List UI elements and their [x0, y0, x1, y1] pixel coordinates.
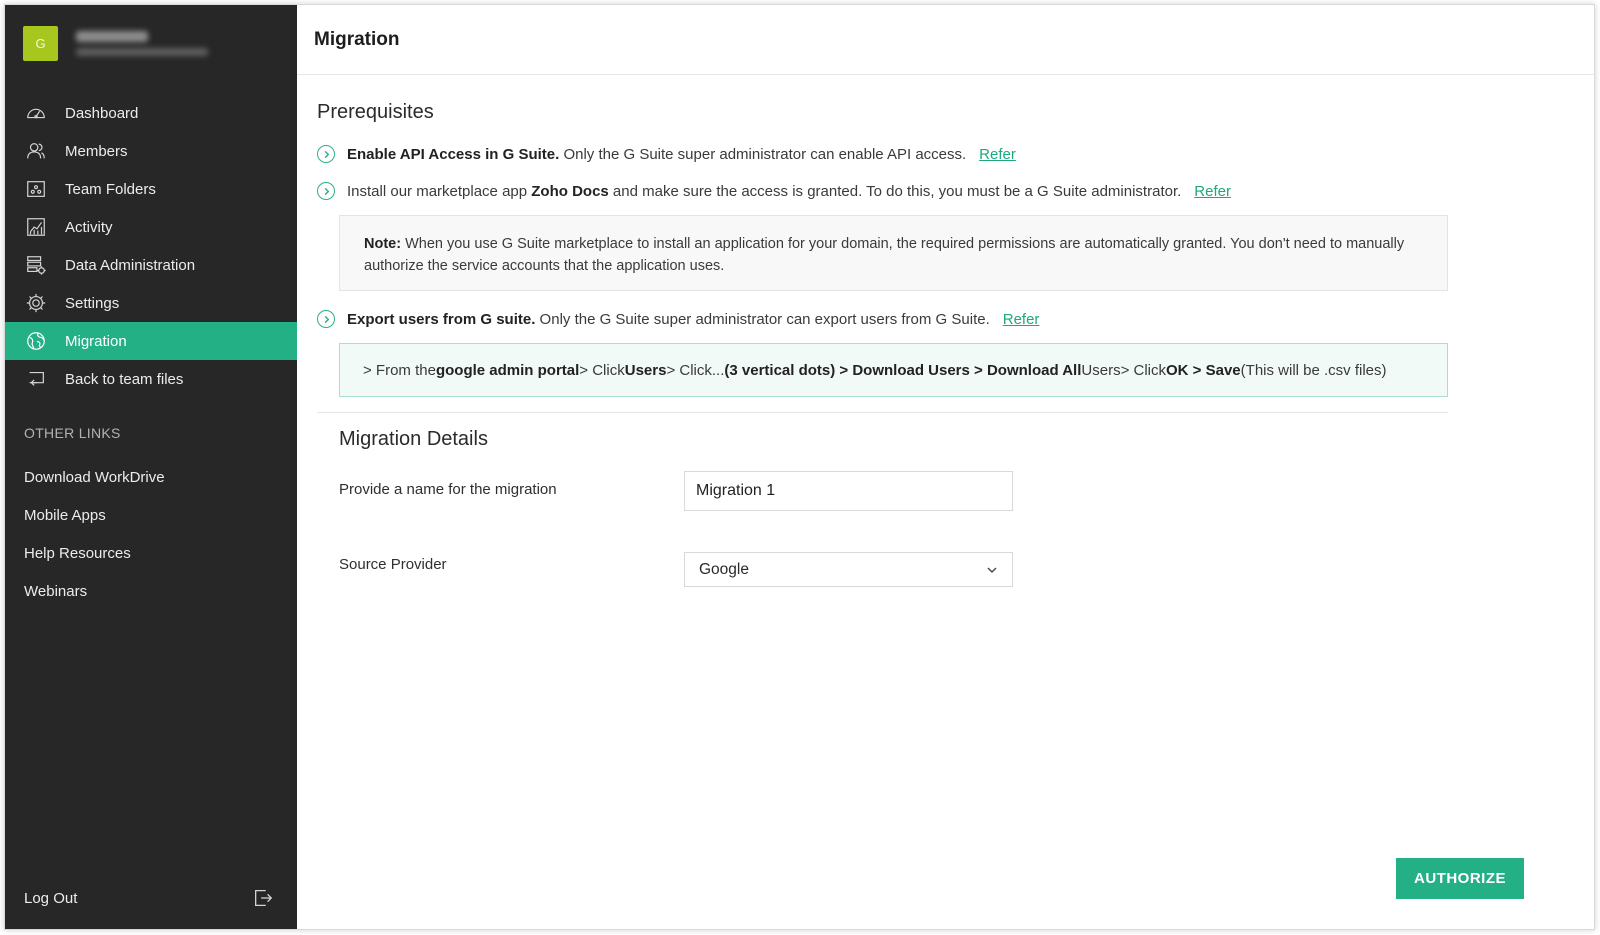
prerequisite-text: Enable API Access in G Suite. Only the G Suite super administrator can enable API access.	[347, 145, 967, 163]
migration-name-label: Provide a name for the migration	[339, 481, 557, 498]
sidebar-item-label: Activity	[65, 218, 113, 236]
sidebar-item-data-administration[interactable]	[5, 246, 297, 284]
sidebar-item-activity[interactable]	[5, 208, 297, 246]
other-links-list	[5, 458, 297, 610]
sidebar-item-label: Migration	[65, 332, 127, 350]
sidebar-item-settings[interactable]	[5, 284, 297, 322]
sidebar-item-members[interactable]	[5, 132, 297, 170]
logout-icon	[252, 887, 274, 909]
source-provider-value: Google	[699, 560, 749, 578]
refer-link[interactable]: Refer	[1002, 310, 1040, 328]
app-window	[4, 4, 1595, 930]
link-help-resources[interactable]: Help Resources	[24, 544, 131, 562]
sidebar-item-label: Team Folders	[65, 180, 156, 198]
sidebar-item-label: Settings	[65, 294, 120, 312]
migration-details-title: Migration Details	[339, 428, 488, 450]
sidebar-item-label: Dashboard	[65, 104, 139, 122]
chevron-down-icon	[986, 564, 998, 576]
activity-icon	[23, 216, 49, 238]
chevron-circle-icon	[317, 145, 335, 163]
dashboard-icon	[23, 102, 49, 124]
org-avatar[interactable]: G	[23, 26, 58, 61]
sidebar-item-label: Members	[65, 142, 128, 160]
authorize-button[interactable]: AUTHORIZE	[1396, 858, 1524, 899]
team-folders-icon	[23, 178, 49, 200]
link-webinars[interactable]: Webinars	[24, 582, 88, 600]
logout-button[interactable]	[24, 883, 274, 913]
prerequisite-item	[317, 182, 1231, 200]
topbar	[297, 5, 1594, 75]
note-label: Note:	[364, 236, 402, 252]
migration-icon	[23, 330, 49, 352]
sidebar-item-back-to-team-files[interactable]	[5, 360, 297, 398]
logout-label: Log Out	[24, 889, 78, 907]
sidebar-item-dashboard[interactable]	[5, 94, 297, 132]
chevron-circle-icon	[317, 310, 335, 328]
export-steps-box: > From the google admin portal > Click Users > Click... (3 vertical dots) > Download Users > Download All Users> Click OK > Save (This will be .csv files)	[339, 343, 1448, 397]
sidebar-item-team-folders[interactable]	[5, 170, 297, 208]
prerequisite-item	[317, 310, 1039, 328]
divider	[317, 412, 1448, 413]
prerequisite-text: Install our marketplace app Zoho Docs and make sure the access is granted. To do this, you must be a G Suite administrator.	[347, 182, 1182, 200]
other-links-title: OTHER LINKS	[24, 425, 121, 441]
prerequisite-item	[317, 145, 1016, 163]
org-name-redacted	[76, 31, 208, 56]
back-icon	[23, 368, 49, 390]
refer-link[interactable]: Refer	[979, 145, 1016, 163]
note-text: When you use G Suite marketplace to install an application for your domain, the required permissions are automatically granted. You don't need to manually authorize the service accounts that the application uses.	[364, 236, 1405, 274]
note-box	[339, 215, 1448, 291]
source-provider-select[interactable]	[684, 552, 1013, 587]
source-provider-label: Source Provider	[339, 556, 447, 573]
sidebar-nav	[5, 94, 297, 398]
prerequisite-text: Export users from G suite. Only the G Suite super administrator can export users from G Suite.	[347, 310, 990, 328]
page-title: Migration	[314, 28, 400, 50]
sidebar	[5, 5, 297, 929]
members-icon	[23, 140, 49, 162]
data-administration-icon	[23, 254, 49, 276]
sidebar-item-label: Data Administration	[65, 256, 196, 274]
migration-name-input[interactable]	[684, 471, 1013, 511]
refer-link[interactable]: Refer	[1194, 182, 1231, 200]
chevron-circle-icon	[317, 182, 335, 200]
main-content	[297, 5, 1594, 929]
org-header[interactable]	[23, 25, 208, 61]
prerequisites-title: Prerequisites	[317, 101, 434, 123]
link-download-workdrive[interactable]: Download WorkDrive	[24, 468, 165, 486]
sidebar-item-label: Back to team files	[65, 370, 184, 388]
sidebar-item-migration[interactable]	[5, 322, 297, 360]
link-mobile-apps[interactable]: Mobile Apps	[24, 506, 106, 524]
settings-icon	[23, 292, 49, 314]
